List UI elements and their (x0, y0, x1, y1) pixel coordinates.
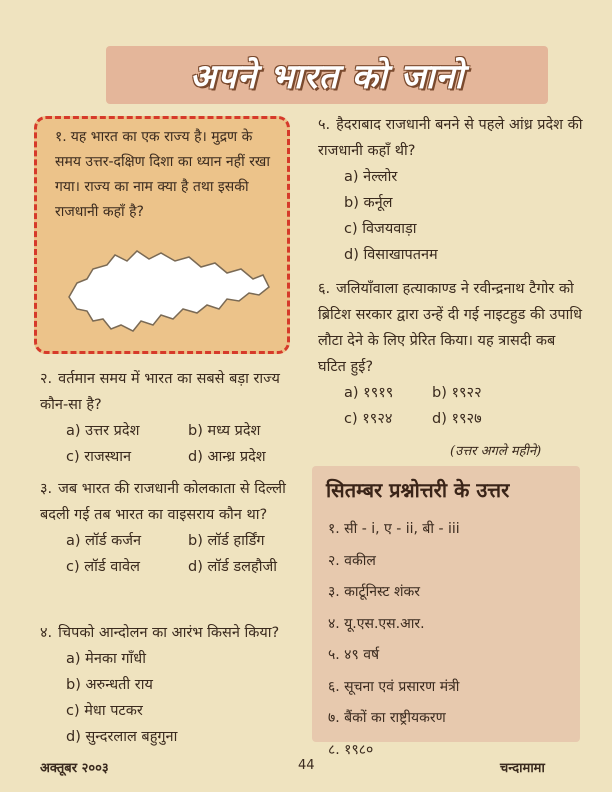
question-6 (318, 276, 584, 432)
question-4-option-b: b) अरुन्धती राय (66, 677, 153, 693)
question-3 (40, 476, 302, 580)
answer-item: ५. ४९ वर्ष (328, 647, 380, 663)
answer-item: ३. कार्टूनिस्ट शंकर (328, 584, 420, 600)
question-6-text: जलियाँवाला हत्याकाण्ड ने रवीन्द्रनाथ टैगोर को ब्रिटिश सरकार द्वारा उन्हें दी गई नाइटहुड की उपाधि लौटा देने के लिए प्रेरित किया। यह त्रासदी कब घटित हुई? (318, 281, 583, 375)
state-map-outline (63, 239, 273, 339)
question-2-text: वर्तमान समय में भारत का सबसे बड़ा राज्य कौन-सा है? (40, 371, 280, 413)
question-4 (40, 620, 302, 750)
question-4-option-d: d) सुन्दरलाल बहुगुना (66, 729, 178, 745)
question-4-option-a: a) मेनका गाँधी (66, 651, 146, 667)
question-4-text: चिपको आन्दोलन का आरंभ किसने किया? (58, 625, 280, 641)
question-3-option-a: a) लॉर्ड कर्जन (66, 533, 142, 549)
question-4-number: ४. (40, 625, 53, 641)
question-2 (40, 366, 302, 470)
question-5-number: ५. (318, 117, 331, 133)
question-1-number: १. (55, 129, 67, 145)
question-3-option-d: d) लॉर्ड डलहौजी (188, 559, 277, 575)
question-4-option-c: c) मेधा पटकर (66, 703, 143, 719)
question-5-option-a: a) नेल्लोर (344, 169, 398, 185)
answer-item: ६. सूचना एवं प्रसारण मंत्री (328, 678, 460, 695)
answers-title: सितम्बर प्रश्नोत्तरी के उत्तर (326, 478, 510, 502)
answer-item: ८. १९८० (328, 741, 374, 758)
question-6-option-a: a) १९१९ (344, 385, 394, 401)
answers-next-month-note: (उत्तर अगले महीने) (450, 444, 542, 459)
question-6-option-d: d) १९२७ (432, 411, 482, 427)
question-2-number: २. (40, 371, 53, 387)
question-1-text: यह भारत का एक राज्य है। मुद्रण के समय उत्तर-दक्षिण दिशा का ध्यान नहीं रखा गया। राज्य का नाम क्या है तथा इसकी राजधानी कहाँ है? (55, 129, 270, 220)
answer-item: ७. बैंकों का राष्ट्रीयकरण (328, 710, 446, 726)
question-2-option-d: d) आन्ध्र प्रदेश (188, 449, 266, 465)
question-5-option-c: c) विजयवाड़ा (344, 221, 417, 237)
question-5 (318, 112, 584, 268)
footer-magazine-name: चन्दामामा (500, 761, 545, 776)
question-3-option-c: c) लॉर्ड वावेल (66, 559, 140, 575)
question-6-option-b: b) १९२२ (432, 385, 482, 401)
answer-item: ४. यू.एस.एस.आर. (328, 615, 425, 632)
question-1 (55, 125, 281, 225)
question-5-option-b: b) कर्नूल (344, 195, 393, 211)
question-5-text: हैदराबाद राजधानी बनने से पहले आंध्र प्रदेश की राजधानी कहाँ थी? (318, 117, 583, 159)
question-2-option-c: c) राजस्थान (66, 449, 132, 465)
answer-item: २. वकील (328, 552, 376, 569)
answers-box (312, 466, 580, 758)
question-2-option-a: a) उत्तर प्रदेश (66, 423, 140, 439)
footer-page-number: 44 (298, 758, 315, 773)
question-6-number: ६. (318, 281, 331, 297)
question-3-option-b: b) लॉर्ड हार्डिंग (188, 533, 265, 549)
question-6-option-c: c) १९२४ (344, 411, 393, 427)
question-5-option-d: d) विसाखापतनम (344, 247, 438, 263)
question-3-text: जब भारत की राजधानी कोलकाता से दिल्ली बदली गई तब भारत का वाइसराय कौन था? (40, 481, 286, 523)
footer-issue-date: अक्तूबर २००३ (40, 761, 109, 776)
page-title: अपने भारत को जानो (189, 57, 465, 97)
answer-item: १. सी - i, ए - ii, बी - iii (328, 521, 460, 537)
question-3-number: ३. (40, 481, 53, 497)
title-banner (106, 46, 548, 104)
question-2-option-b: b) मध्य प्रदेश (188, 423, 261, 439)
answers-list (328, 514, 460, 766)
question-1-box (34, 116, 290, 354)
